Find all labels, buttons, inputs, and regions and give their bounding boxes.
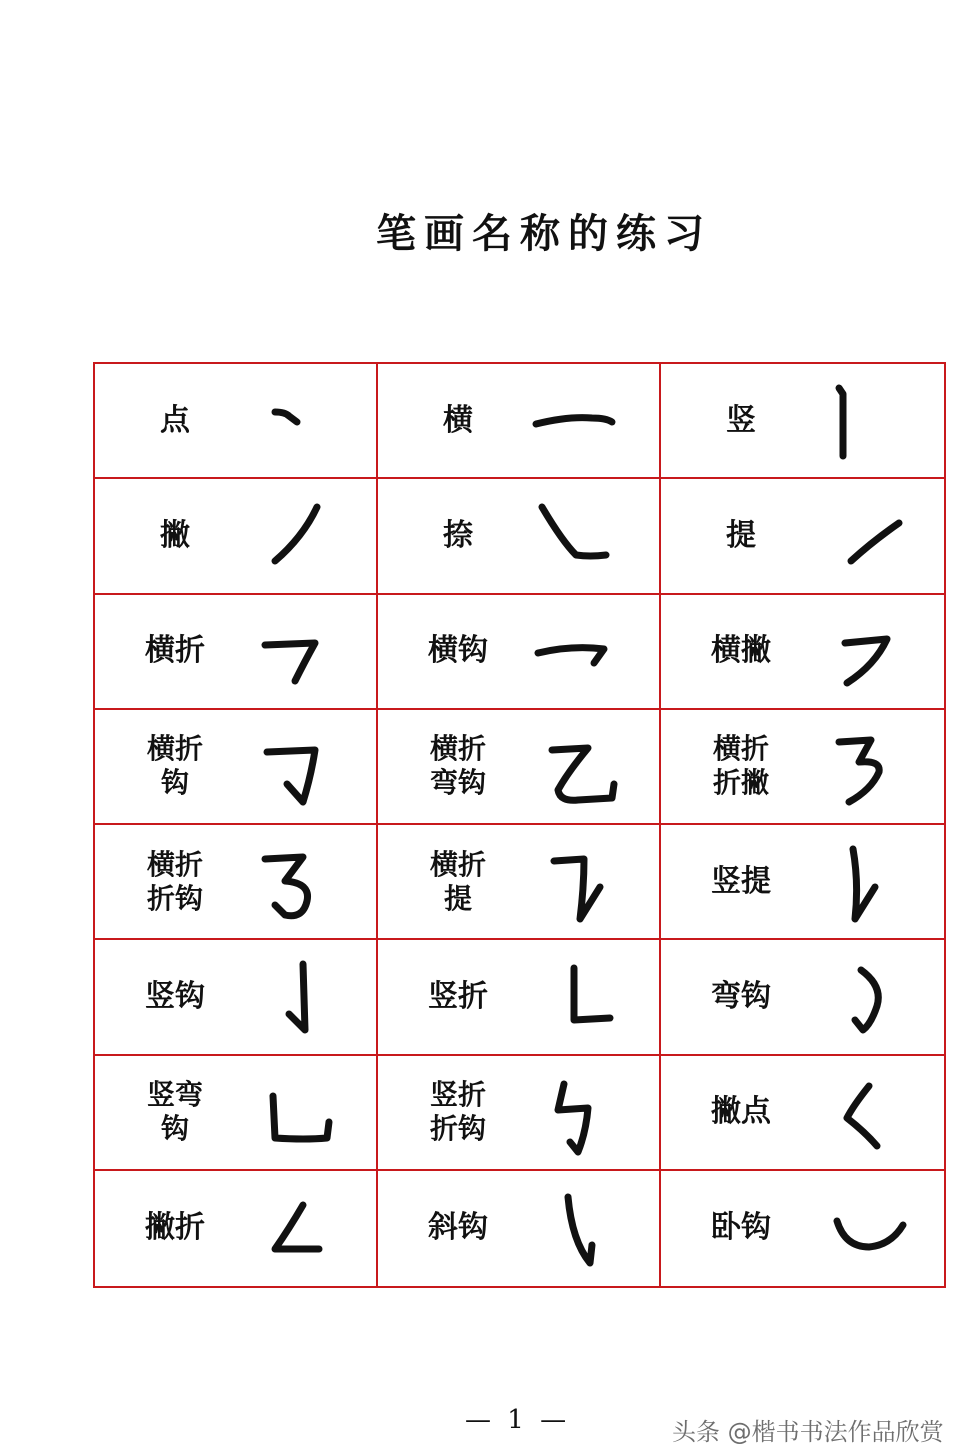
stroke-name: 横折 钩 — [146, 732, 203, 800]
stroke-name: 竖弯 钩 — [146, 1078, 203, 1146]
cell-ti — [661, 479, 944, 594]
henggou-icon — [528, 605, 638, 700]
stroke-name: 横折 — [145, 633, 205, 669]
heng-icon — [528, 374, 638, 469]
shu-icon — [811, 374, 921, 469]
hengzhe-icon — [245, 605, 355, 700]
page-title: 笔画名称的练习 — [376, 210, 712, 257]
cell-hengpie — [661, 595, 944, 710]
shuti-icon — [811, 835, 921, 930]
cell-heng — [378, 364, 661, 479]
hengzhezhegou-icon — [245, 835, 355, 930]
cell-wangou — [661, 940, 944, 1055]
cell-hengzhe — [95, 595, 378, 710]
cell-pie — [95, 479, 378, 594]
stroke-name: 竖 — [726, 402, 756, 438]
na-icon — [528, 489, 638, 584]
stroke-name: 横钩 — [428, 633, 488, 669]
piedian-icon — [811, 1066, 921, 1161]
dian-icon — [245, 374, 355, 469]
cell-shugou — [95, 940, 378, 1055]
cell-shuti — [661, 825, 944, 940]
xiegou-icon — [528, 1181, 638, 1276]
cell-hengzhezhepie — [661, 710, 944, 825]
stroke-name: 横撇 — [711, 633, 771, 669]
cell-piedian — [661, 1056, 944, 1171]
stroke-name: 点 — [160, 402, 190, 438]
cell-shu — [661, 364, 944, 479]
stroke-name: 卧钩 — [711, 1210, 771, 1246]
stroke-name: 竖折 折钩 — [429, 1078, 486, 1146]
cell-shuzhe — [378, 940, 661, 1055]
cell-shuzhezhegou — [378, 1056, 661, 1171]
shugou-icon — [245, 950, 355, 1045]
hengzheti-icon — [528, 835, 638, 930]
cell-piezhe — [95, 1171, 378, 1286]
pie-icon — [245, 489, 355, 584]
cell-wogou — [661, 1171, 944, 1286]
cell-henggou — [378, 595, 661, 710]
shuzhezhegou-icon — [528, 1066, 638, 1161]
cell-hengzhegou — [95, 710, 378, 825]
piezhe-icon — [245, 1181, 355, 1276]
stroke-table — [93, 362, 946, 1288]
stroke-name: 横折 折钩 — [146, 847, 203, 915]
hengpie-icon — [811, 605, 921, 700]
cell-dian — [95, 364, 378, 479]
stroke-name: 斜钩 — [428, 1210, 488, 1246]
page-number: — 1 — — [465, 1405, 571, 1435]
cell-na — [378, 479, 661, 594]
stroke-name: 撇 — [160, 517, 190, 553]
cell-hengzheti — [378, 825, 661, 940]
wogou-icon — [811, 1181, 921, 1276]
cell-hengzhezhegou — [95, 825, 378, 940]
stroke-name: 横折 弯钩 — [429, 732, 486, 800]
stroke-name: 提 — [726, 517, 756, 553]
stroke-name: 撇点 — [711, 1094, 771, 1130]
cell-shuwangou — [95, 1056, 378, 1171]
stroke-name: 横折 提 — [429, 847, 486, 915]
stroke-name: 捺 — [443, 517, 473, 553]
stroke-name: 弯钩 — [711, 978, 771, 1014]
watermark: 头条 @楷书书法作品欣赏 — [672, 1418, 944, 1446]
stroke-name: 横 — [443, 402, 473, 438]
hengzhezhepie-icon — [811, 720, 921, 815]
stroke-name: 撇折 — [145, 1210, 205, 1246]
stroke-name: 横折 折撇 — [712, 732, 769, 800]
shuzhe-icon — [528, 950, 638, 1045]
shuwangou-icon — [245, 1066, 355, 1161]
wangou-icon — [811, 950, 921, 1045]
hengzhegou-icon — [245, 720, 355, 815]
stroke-name: 竖钩 — [145, 978, 205, 1014]
ti-icon — [811, 489, 921, 584]
hengzhewangou-icon — [528, 720, 638, 815]
cell-hengzhewangou — [378, 710, 661, 825]
stroke-name: 竖提 — [711, 863, 771, 899]
stroke-name: 竖折 — [428, 978, 488, 1014]
cell-xiegou — [378, 1171, 661, 1286]
